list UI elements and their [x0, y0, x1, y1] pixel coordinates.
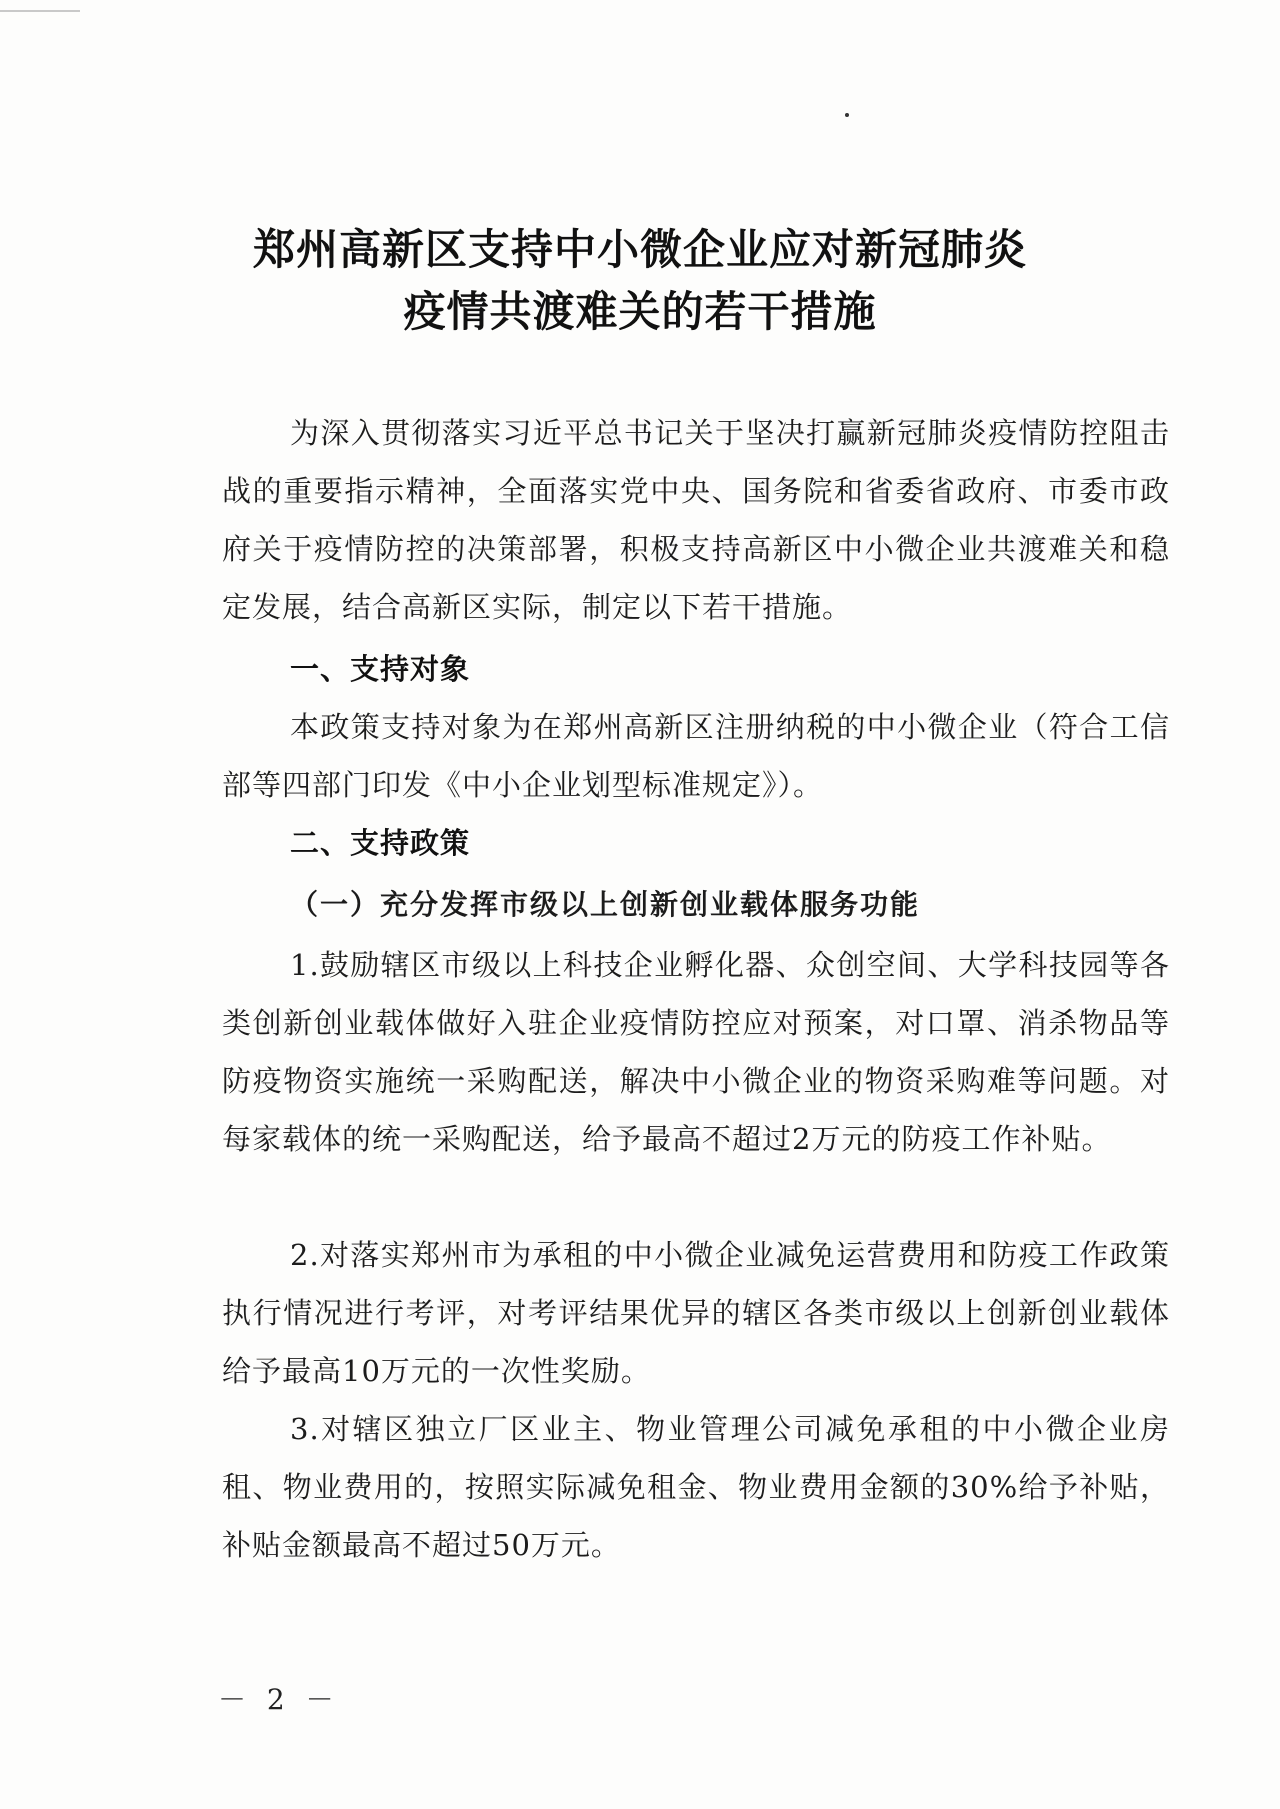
section-2-heading: 二、支持政策	[290, 826, 471, 860]
intro-paragraph: 为深入贯彻落实习近平总书记关于坚决打赢新冠肺炎疫情防控阻击战的重要指示精神，全面落实党中央、国务院和省委省政府、市委市政府关于疫情防控的决策部署，积极支持高新区中小微企业共渡难关和稳定发展，结合高新区实际，制定以下若干措施。	[222, 416, 1170, 624]
subsection-1-heading: （一）充分发挥市级以上创新创业载体服务功能	[290, 888, 921, 921]
item-3-paragraph: 3.对辖区独立厂区业主、物业管理公司减免承租的中小微企业房租、物业费用的，按照实际减免租金、物业费用金额的30%给予补贴，补贴金额最高不超过50万元。	[222, 1412, 1170, 1562]
scan-speck	[845, 113, 849, 117]
section-1-heading: 一、支持对象	[290, 652, 471, 686]
page-number: － 2 －	[218, 1683, 340, 1716]
item-1-paragraph: 1.鼓励辖区市级以上科技企业孵化器、众创空间、大学科技园等各类创新创业载体做好入驻企业疫情防控应对预案，对口罩、消杀物品等防疫物资实施统一采购配送，解决中小微企业的物资采购难等问题。对每家载体的统一采购配送，给予最高不超过2万元的防疫工作补贴。	[222, 948, 1170, 1156]
section-1-paragraph: 本政策支持对象为在郑州高新区注册纳税的中小微企业（符合工信部等四部门印发《中小企业划型标准规定》）。	[222, 710, 1170, 802]
document-title-line-2: 疫情共渡难关的若干措施	[403, 287, 877, 336]
document-title-line-1: 郑州高新区支持中小微企业应对新冠肺炎	[252, 225, 1027, 274]
item-2-paragraph: 2.对落实郑州市为承租的中小微企业减免运营费用和防疫工作政策执行情况进行考评，对考评结果优异的辖区各类市级以上创新创业载体给予最高10万元的一次性奖励。	[222, 1238, 1170, 1388]
scan-artifact-line	[0, 10, 80, 12]
